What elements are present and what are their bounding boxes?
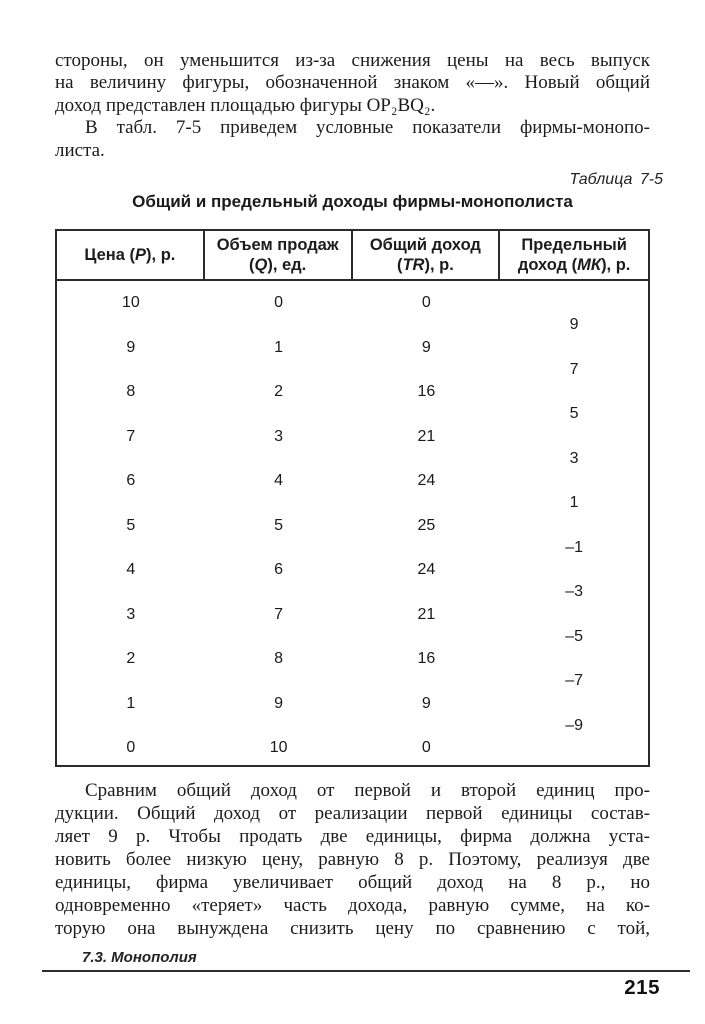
table-cell: –9 [565, 716, 584, 734]
table-cell: 1 [126, 694, 136, 712]
header-text: Предельный доход (МК), р. [517, 236, 631, 274]
table-row [57, 403, 648, 425]
table-title: Общий и предельный доходы фирмы-монополиста [132, 192, 573, 211]
table-cell: 2 [274, 383, 284, 400]
table-row [57, 314, 648, 336]
table-cell [57, 670, 205, 692]
table-cell: 10 [121, 294, 140, 311]
discussion-text [55, 779, 650, 940]
text-line: доход представлен площадью фигуры OP₂BQ₂. [55, 94, 436, 116]
table-cell: 0 [421, 294, 431, 311]
text-line: листа. [55, 139, 105, 161]
table-row [57, 737, 648, 759]
table-cell [500, 559, 648, 581]
text-line: дукции. Общий доход от реализации первой единицы состав- [55, 803, 650, 824]
table-cell: 0 [274, 294, 284, 311]
table-cell: 7 [569, 360, 579, 378]
table-row [57, 470, 648, 492]
table-cell: 16 [417, 650, 436, 667]
table-cell [57, 581, 205, 603]
table-header-cell-price [57, 231, 205, 279]
table-cell [205, 314, 353, 336]
table-cell: –3 [565, 583, 584, 601]
table-header-cell-quantity [205, 231, 353, 279]
text-line: В табл. 7-5 приведем условные показатели фирмы-монопо- [85, 117, 650, 139]
table-cell [57, 448, 205, 470]
paragraph [55, 117, 650, 162]
text-line: стороны, он уменьшится из-за снижения цены на весь выпуск [55, 50, 650, 71]
table-cell: 5 [274, 516, 284, 534]
table-cell: 9 [126, 338, 136, 356]
table-cell [205, 626, 353, 648]
text-line: ляет 9 р. Чтобы продать две единицы, фирма должна уста- [55, 826, 650, 847]
table-cell: 24 [417, 561, 436, 578]
header-text: Цена (P), р. [84, 246, 176, 264]
text-line: новить более низкую цену, равную 8 р. Поэтому, реализуя две [55, 849, 650, 870]
table-cell [500, 292, 648, 314]
table-row [57, 292, 648, 314]
table-header-cell-marginal-revenue [500, 231, 648, 279]
table-cell [205, 581, 353, 603]
table-cell [353, 537, 501, 559]
table-row [57, 426, 648, 448]
table-cell: 3 [569, 449, 579, 467]
table-cell: 8 [274, 650, 284, 667]
table-row [57, 359, 648, 381]
table-cell [57, 715, 205, 737]
table-cell: 21 [417, 427, 436, 445]
table-cell [57, 314, 205, 336]
table-cell: 10 [269, 739, 288, 756]
table-cell: 9 [274, 694, 284, 712]
table-cell [205, 403, 353, 425]
footer-section-label: 7.3. Монополия [82, 949, 197, 966]
table-row [57, 337, 648, 359]
table-cell: 5 [569, 405, 579, 423]
table-header-cell-total-revenue [353, 231, 501, 279]
table-cell: 2 [126, 650, 136, 667]
text-line: на величину фигуры, обозначенной знаком «—». Новый общий [55, 72, 650, 94]
text-line: Сравним общий доход от первой и второй единиц про- [85, 780, 650, 801]
table-cell: 4 [274, 472, 284, 489]
table-cell: 4 [126, 561, 136, 578]
table-cell [205, 537, 353, 559]
table-row [57, 381, 648, 403]
table-cell: 5 [126, 516, 136, 534]
table-cell [57, 537, 205, 559]
table-cell [205, 492, 353, 514]
table-cell [353, 314, 501, 336]
table-cell [353, 403, 501, 425]
table-cell: 0 [421, 739, 431, 756]
table-cell [353, 715, 501, 737]
table-row [57, 626, 648, 648]
table-cell [205, 448, 353, 470]
table-cell: 7 [274, 605, 284, 623]
data-table [55, 229, 650, 767]
table-cell: 3 [126, 605, 136, 623]
table-cell: –5 [565, 627, 584, 645]
table-cell [353, 492, 501, 514]
table-cell [57, 626, 205, 648]
page-number: 215 [624, 976, 660, 999]
text-line: одновременно «теряет» часть дохода, равную сумме, на ко- [55, 895, 650, 916]
table-cell [500, 693, 648, 715]
table-row [57, 515, 648, 537]
table-cell [500, 381, 648, 403]
table-cell: 24 [417, 472, 436, 489]
table-cell: 3 [274, 427, 284, 445]
table-cell [500, 337, 648, 359]
table-cell: 7 [126, 427, 136, 445]
table-cell [500, 515, 648, 537]
table-cell: 1 [569, 494, 579, 512]
table-cell [205, 670, 353, 692]
table-cell: –7 [565, 672, 584, 690]
paragraph [55, 779, 650, 940]
table-cell [353, 448, 501, 470]
table-cell [500, 737, 648, 759]
table-cell: 16 [417, 383, 436, 400]
table-caption: Таблица 7-5 [569, 171, 663, 188]
table-cell [500, 470, 648, 492]
table-cell [205, 715, 353, 737]
table-row [57, 448, 648, 470]
intro-text [55, 50, 650, 162]
table-body [57, 281, 648, 759]
table-header-row [57, 231, 648, 281]
header-text: Объем продаж (Q), ед. [216, 236, 339, 274]
table-cell: 9 [421, 694, 431, 712]
table-row [57, 537, 648, 559]
table-cell: 9 [569, 316, 579, 334]
table-cell [500, 648, 648, 670]
table-cell: 0 [126, 739, 136, 756]
table-cell [205, 359, 353, 381]
table-row [57, 670, 648, 692]
table-cell [353, 359, 501, 381]
table-row [57, 648, 648, 670]
table-row [57, 492, 648, 514]
table-row [57, 693, 648, 715]
table-cell: –1 [565, 538, 584, 556]
table-cell [353, 581, 501, 603]
table-cell [353, 670, 501, 692]
table-cell [57, 403, 205, 425]
table-cell: 25 [417, 516, 436, 534]
table-cell: 8 [126, 383, 136, 400]
table-cell [353, 626, 501, 648]
text-line: единицы, фирма увеличивает общий доход на 8 р., но [55, 872, 650, 893]
table-row [57, 581, 648, 603]
table-cell: 1 [274, 338, 284, 356]
table-row [57, 715, 648, 737]
table-cell: 6 [274, 561, 284, 578]
table-row [57, 604, 648, 626]
text-line: торую она вынуждена снизить цену по сравнению с той, [55, 918, 650, 939]
table-row [57, 559, 648, 581]
table-cell [57, 359, 205, 381]
table-cell: 9 [421, 338, 431, 356]
table-cell [500, 426, 648, 448]
table-cell [500, 604, 648, 626]
footer-rule [42, 970, 690, 972]
header-text: Общий доход (TR), р. [369, 236, 481, 274]
table-cell [57, 492, 205, 514]
table-cell: 21 [417, 605, 436, 623]
paragraph [55, 50, 650, 117]
table-cell: 6 [126, 472, 136, 489]
